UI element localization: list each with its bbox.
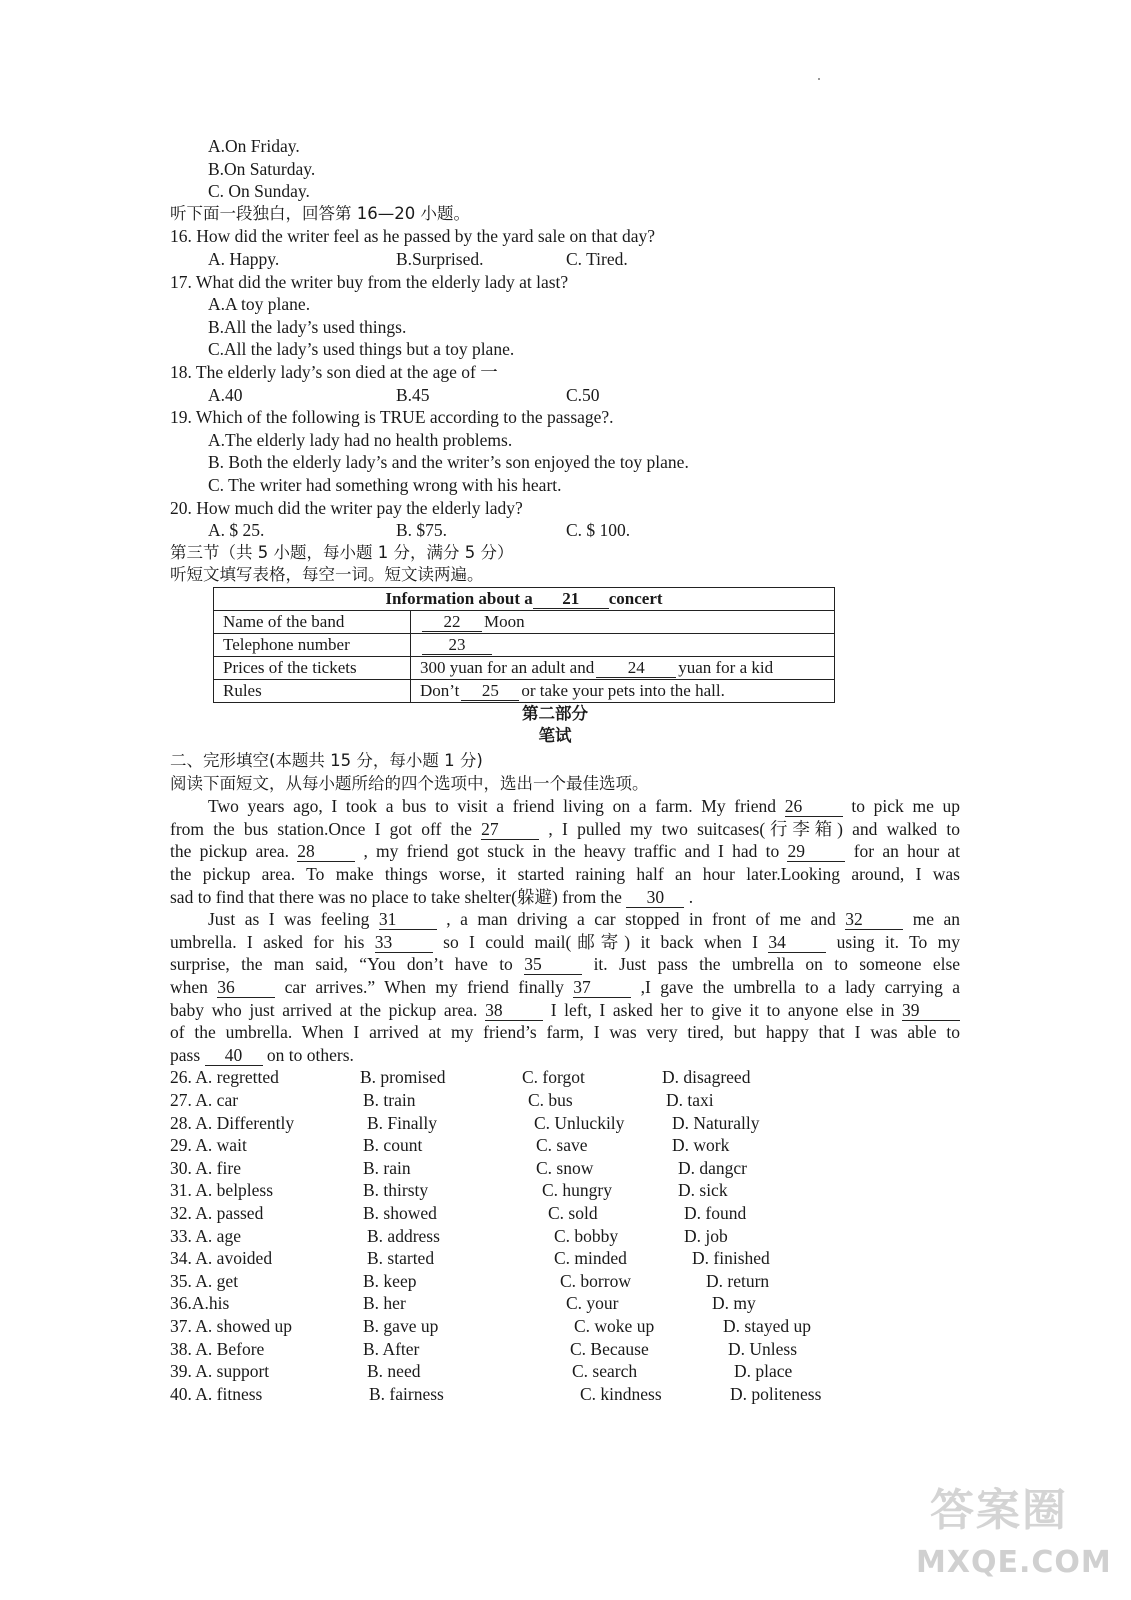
option-row — [170, 1383, 960, 1406]
paragraph-text: me an — [912, 909, 961, 930]
option: D. dangcr — [678, 1157, 748, 1178]
value-text: Moon — [484, 612, 525, 632]
answer-blank: 38 — [485, 1001, 543, 1021]
option: 39. A. support — [170, 1361, 270, 1382]
option: B. thirsty — [363, 1180, 429, 1201]
table-row — [214, 656, 835, 679]
question-stem: 16. How did the writer feel as he passed by the yard sale on that day? — [170, 226, 655, 247]
paragraph-text: I left, I asked her to give it to anyone else in — [550, 999, 895, 1020]
option: B. gave up — [363, 1315, 439, 1336]
answer-blank: 21 — [533, 589, 609, 609]
option-row — [170, 1134, 960, 1157]
row-value — [411, 610, 835, 633]
header-text: concert — [608, 589, 663, 609]
table-row — [214, 610, 835, 633]
part-title: 第二部分 — [522, 703, 588, 723]
option: B. her — [363, 1293, 406, 1314]
part-subtitle: 笔试 — [538, 726, 572, 746]
answer-blank: 34 — [768, 933, 826, 953]
watermark — [910, 1485, 1112, 1595]
paragraph-line — [170, 953, 960, 976]
option-row — [170, 519, 960, 542]
option: B. Both the elderly lady’s and the writer’s son enjoyed the toy plane. — [208, 452, 689, 473]
option: C. hungry — [542, 1180, 612, 1201]
cloze-title: 二、完形填空(本题共 15 分，每小题 1 分) — [170, 751, 483, 771]
option: B.45 — [396, 384, 430, 405]
option-row — [170, 1112, 960, 1135]
option: C. bobby — [554, 1225, 619, 1246]
q15-options — [170, 135, 960, 203]
paragraph-text: Two years ago, I took a bus to visit a friend living on a farm. My friend — [208, 796, 777, 817]
section3-instruction: 听短文填写表格，每空一词。短文读两遍。 — [170, 565, 484, 585]
option: 37. A. showed up — [170, 1315, 293, 1336]
paragraph-text: when — [170, 977, 208, 997]
paragraph-text: car arrives.” When my friend finally — [284, 977, 564, 997]
cloze-paragraph-1 — [170, 795, 960, 908]
option: B. promised — [360, 1067, 446, 1088]
answer-blank: 27 — [481, 820, 539, 840]
option: B. $75. — [396, 520, 448, 541]
option-row — [170, 1292, 960, 1315]
cloze-paragraph-2 — [170, 908, 960, 1066]
option: D. job — [684, 1225, 728, 1246]
option: B.All the lady’s used things. — [208, 316, 407, 337]
monologue-instruction: 听下面一段独白，回答第 16—20 小题。 — [170, 203, 470, 223]
option: 30. A. fire — [170, 1157, 241, 1178]
paragraph-line — [170, 1021, 960, 1044]
answer-blank: 22 — [422, 612, 482, 632]
option: 27. A. car — [170, 1089, 239, 1110]
option: B.On Saturday. — [208, 158, 316, 179]
option: C. Because — [570, 1338, 649, 1359]
answer-blank: 37 — [573, 978, 631, 998]
option: D. found — [684, 1202, 747, 1223]
option: C. your — [566, 1293, 619, 1314]
question-stem: 17. What did the writer buy from the elderly lady at last? — [170, 271, 569, 292]
option: C. Unluckily — [534, 1112, 625, 1133]
paragraph-text: of the umbrella. When I arrived at my friend’s farm, I was very tired, but happy that I was able to — [170, 1022, 960, 1043]
option: B. started — [367, 1248, 435, 1269]
paragraph-line — [170, 863, 960, 886]
option: D. politeness — [730, 1383, 822, 1404]
option: B.Surprised. — [396, 248, 484, 269]
option: A.On Friday. — [208, 136, 300, 156]
option: 40. A. fitness — [170, 1383, 263, 1404]
paragraph-line — [170, 1044, 960, 1067]
answer-blank: 35 — [524, 955, 582, 975]
option: C. On Sunday. — [208, 181, 310, 202]
row-value — [411, 633, 835, 656]
paragraph-text: sad to find that there was no place to take shelter(躲避) from the — [170, 886, 622, 907]
option: A.40 — [208, 384, 243, 405]
option: 31. A. belpless — [170, 1180, 274, 1201]
answer-blank: 32 — [845, 910, 903, 930]
paragraph-line — [170, 818, 960, 841]
option-row — [170, 1338, 960, 1361]
option: 29. A. wait — [170, 1135, 247, 1156]
option: B. fairness — [369, 1383, 444, 1404]
question-stem: 18. The elderly lady’s son died at the age of 一 — [170, 361, 498, 382]
option-row — [170, 1089, 960, 1112]
option: C. sold — [548, 1202, 598, 1223]
table-row — [214, 679, 835, 702]
answer-blank: 25 — [461, 681, 519, 701]
paragraph-text: the pickup area. To make things worse, it started raining half an hour later.Looking around, I was — [170, 864, 960, 885]
question-stem: 19. Which of the following is TRUE according to the passage?. — [170, 407, 614, 428]
option: 32. A. passed — [170, 1202, 264, 1223]
section3-title: 第三节（共 5 小题，每小题 1 分，满分 5 分） — [170, 542, 514, 562]
option: A.A toy plane. — [208, 294, 311, 315]
cloze-instruction: 阅读下面短文，从每小题所给的四个选项中，选出一个最佳选项。 — [170, 773, 649, 793]
table-header — [214, 587, 835, 610]
option: C.All the lady’s used things but a toy plane. — [208, 339, 515, 360]
table-body — [214, 610, 835, 702]
scan-speck — [818, 78, 820, 80]
option: D. work — [672, 1135, 730, 1156]
option-row — [170, 248, 960, 271]
paragraph-text: pass — [170, 1044, 201, 1065]
cloze-options — [170, 1066, 960, 1405]
header-text: Information about a — [385, 589, 533, 609]
option: D. Unless — [728, 1338, 798, 1359]
option: 36.A.his — [170, 1293, 230, 1314]
option: D. stayed up — [723, 1315, 811, 1336]
paragraph-line — [170, 976, 960, 999]
option: A.The elderly lady had no health problems. — [208, 429, 513, 450]
option: C. woke up — [574, 1315, 655, 1336]
option-row — [170, 1360, 960, 1383]
option-row — [170, 1202, 960, 1225]
option: 26. A. regretted — [170, 1067, 279, 1088]
value-text: Don’t — [420, 681, 460, 701]
row-value — [411, 656, 835, 679]
option: B. After — [363, 1338, 420, 1359]
paragraph-text: surprise, the man said, “You don’t have to — [170, 954, 513, 975]
paragraph-text: from the bus station.Once I got off the — [170, 818, 472, 839]
option: 33. A. age — [170, 1225, 241, 1246]
value-text: or take your pets into the hall. — [521, 681, 725, 701]
option: B. rain — [363, 1157, 411, 1178]
option: 35. A. get — [170, 1270, 239, 1291]
row-label: Name of the band — [214, 610, 411, 633]
option: D. sick — [678, 1180, 728, 1201]
option: B. need — [367, 1361, 421, 1382]
paragraph-line — [170, 840, 960, 863]
option: D. taxi — [666, 1089, 714, 1110]
option: B. keep — [363, 1270, 417, 1291]
option-row — [170, 1157, 960, 1180]
answer-blank: 26 — [785, 797, 843, 817]
option: C. search — [572, 1361, 638, 1382]
row-label: Rules — [214, 679, 411, 702]
option: C. borrow — [560, 1270, 631, 1291]
paragraph-text: it. Just pass the umbrella on to someone else — [593, 954, 961, 975]
paragraph-text: baby who just arrived at the pickup area. — [170, 999, 478, 1020]
paragraph-text: , a man driving a car stopped in front of me and — [446, 909, 836, 930]
option: C. forgot — [522, 1067, 585, 1088]
answer-blank: 33 — [375, 933, 433, 953]
option: D. finished — [692, 1248, 770, 1269]
paragraph-text: to pick me up — [851, 796, 961, 817]
option: D. Naturally — [672, 1112, 760, 1133]
paragraph-text: on to others. — [266, 1044, 354, 1065]
answer-blank: 28 — [297, 842, 355, 862]
paragraph-text: the pickup area. — [170, 841, 289, 862]
paragraph-line — [170, 931, 960, 954]
paragraph-line — [170, 908, 960, 931]
answer-blank: 23 — [422, 635, 492, 655]
paragraph-text: , I pulled my two suitcases(行李箱) and walked to — [548, 818, 960, 839]
answer-blank: 29 — [787, 842, 845, 862]
option: B. showed — [363, 1202, 437, 1223]
paragraph-text: using it. To my — [836, 931, 960, 952]
paragraph-text: so I could mail(邮寄) it back when I — [443, 931, 758, 952]
paragraph-text: , my friend got stuck in the heavy traffic and I had to — [363, 841, 780, 862]
paragraph-text: ,I gave the umbrella to a lady carrying a — [640, 977, 961, 997]
answer-blank: 24 — [596, 658, 676, 678]
answer-blank: 36 — [217, 978, 275, 998]
info-table — [213, 587, 835, 703]
paragraph-line — [170, 795, 960, 818]
option: D. disagreed — [662, 1067, 751, 1088]
option: C. The writer had something wrong with his heart. — [208, 474, 562, 495]
option: C.50 — [566, 384, 600, 405]
option-row — [170, 1247, 960, 1270]
option: D. my — [712, 1293, 756, 1314]
option: C. minded — [554, 1248, 627, 1269]
option: C. $ 100. — [566, 520, 631, 541]
row-label: Telephone number — [214, 633, 411, 656]
exam-page — [170, 135, 960, 1405]
option: C. bus — [528, 1089, 573, 1110]
paragraph-line — [170, 999, 960, 1022]
answer-blank: 39 — [902, 1001, 960, 1021]
option-row — [170, 1225, 960, 1248]
question-stem: 20. How much did the writer pay the elderly lady? — [170, 497, 523, 518]
paragraph-text: Just as I was feeling — [208, 909, 370, 930]
answer-blank: 30 — [626, 888, 684, 908]
watermark-url: MXQE.COM — [916, 1545, 1112, 1580]
option: C. kindness — [580, 1383, 662, 1404]
paragraph-line — [170, 886, 960, 909]
listening-questions — [170, 225, 960, 541]
row-value — [411, 679, 835, 702]
option: 34. A. avoided — [170, 1248, 273, 1269]
option: C. snow — [536, 1157, 594, 1178]
answer-blank: 31 — [379, 910, 437, 930]
value-text: 300 yuan for an adult and — [420, 658, 595, 678]
value-text: yuan for a kid — [678, 658, 774, 678]
option: B. address — [367, 1225, 440, 1246]
table-row — [214, 633, 835, 656]
paragraph-text: . — [688, 886, 694, 907]
option-row — [170, 1066, 960, 1089]
watermark-logo: 答案圈 — [930, 1485, 1068, 1536]
option: B. count — [363, 1135, 423, 1156]
option-row — [170, 1270, 960, 1293]
option: B. Finally — [367, 1112, 438, 1133]
option: C. Tired. — [566, 248, 628, 269]
option-row — [170, 1315, 960, 1338]
option: C. save — [536, 1135, 588, 1156]
option: 38. A. Before — [170, 1338, 265, 1359]
option-row — [170, 384, 960, 407]
option: 28. A. Differently — [170, 1112, 295, 1133]
option: D. return — [706, 1270, 770, 1291]
row-label: Prices of the tickets — [214, 656, 411, 679]
option: A. Happy. — [208, 248, 280, 269]
option: D. place — [734, 1361, 793, 1382]
paragraph-text: umbrella. I asked for his — [170, 931, 365, 952]
paragraph-text: for an hour at — [853, 841, 961, 862]
option: A. $ 25. — [208, 520, 265, 541]
option-row — [170, 1179, 960, 1202]
option: B. train — [363, 1089, 416, 1110]
answer-blank: 40 — [205, 1046, 263, 1066]
